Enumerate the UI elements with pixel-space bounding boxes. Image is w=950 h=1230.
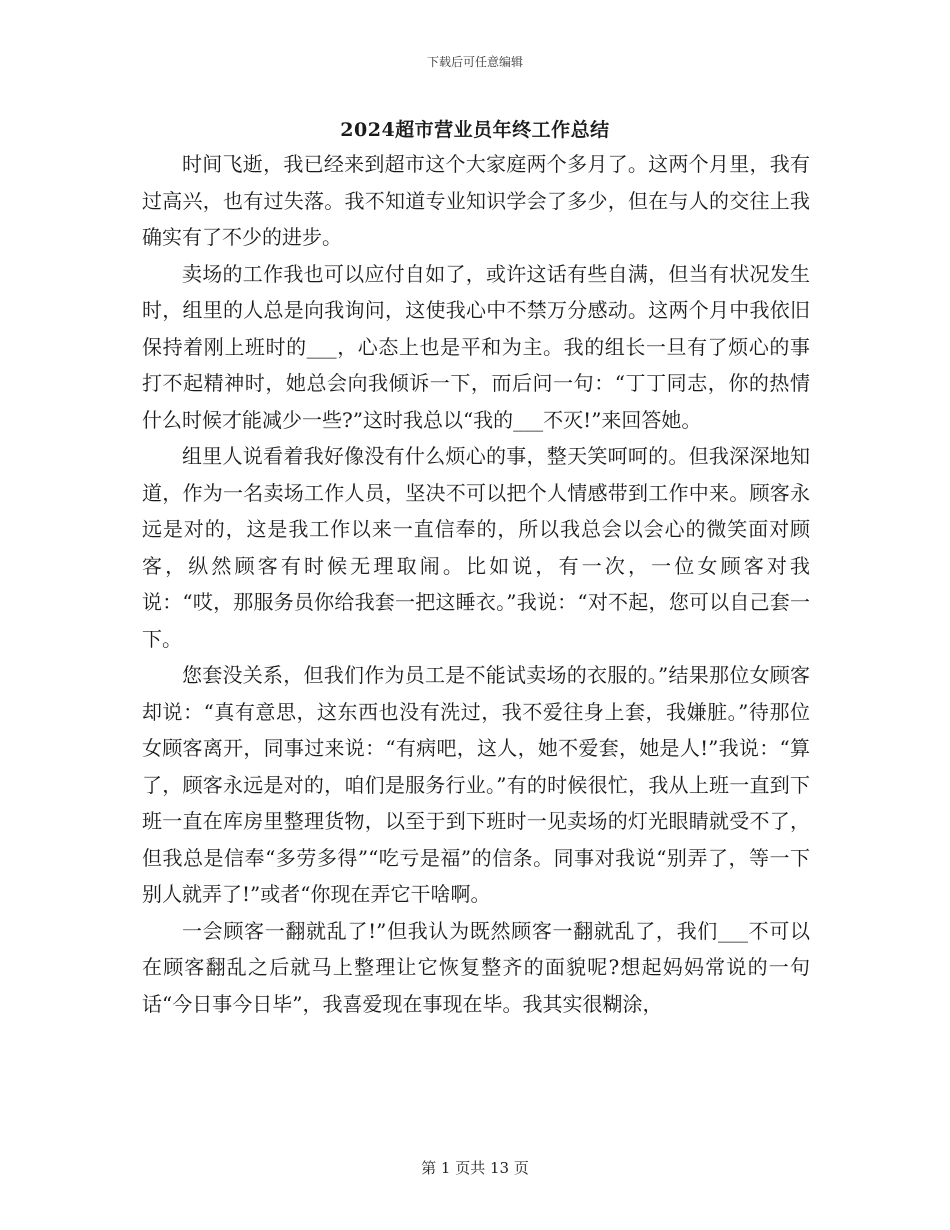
document-body bbox=[142, 146, 810, 1022]
paragraph-2: 卖场的工作我也可以应付自如了，或许这话有些自满，但当有状况发生时，组里的人总是向我询问，这使我心中不禁万分感动。这两个月中我依旧保持着刚上班时的___，心态上也是平和为主。我的组长一旦有了烦心的事打不起精神时，她总会向我倾诉一下，而后问一句：“丁丁同志，你的热情什么时候才能减少一些?”这时我总以“我的___不灭!”来回答她。 bbox=[142, 261, 810, 432]
page-header-note: 下载后可任意编辑 bbox=[426, 55, 523, 69]
paragraph-1: 时间飞逝，我已经来到超市这个大家庭两个多月了。这两个月里，我有过高兴，也有过失落。我不知道专业知识学会了多少，但在与人的交往上我确实有了不少的进步。 bbox=[142, 152, 810, 249]
document-title: 2024超市营业员年终工作总结 bbox=[340, 119, 610, 141]
paragraph-3: 组里人说看着我好像没有什么烦心的事，整天笑呵呵的。但我深深地知道，作为一名卖场工作人员，坚决不可以把个人情感带到工作中来。顾客永远是对的，这是我工作以来一直信奉的，所以我总会以会心的微笑面对顾客，纵然顾客有时候无理取闹。比如说，有一次，一位女顾客对我说：“哎，那服务员你给我套一把这睡衣。”我说：“对不起，您可以自己套一下。 bbox=[142, 444, 810, 651]
page-number: 第 1 页共 13 页 bbox=[421, 1159, 529, 1177]
paragraph-5: 一会顾客一翻就乱了!”但我认为既然顾客一翻就乱了，我们___不可以在顾客翻乱之后就马上整理让它恢复整齐的面貌呢?想起妈妈常说的一句话“今日事今日毕”，我喜爱现在事现在毕。我其实很糊涂， bbox=[142, 918, 810, 1016]
paragraph-4: 您套没关系，但我们作为员工是不能试卖场的衣服的。”结果那位女顾客却说：“真有意思，这东西也没有洗过，我不爱往身上套，我嫌脏。”待那位女顾客离开，同事过来说：“有病吧，这人，她不爱套，她是人!”我说：“算了，顾客永远是对的，咱们是服务行业。”有的时候很忙，我从上班一直到下班一直在库房里整理货物，以至于到下班时一见卖场的灯光眼睛就受不了，但我总是信奉“多劳多得”“吃亏是福”的信条。同事对我说“别弄了，等一下别人就弄了!”或者“你现在弄它干啥啊。 bbox=[142, 663, 810, 906]
